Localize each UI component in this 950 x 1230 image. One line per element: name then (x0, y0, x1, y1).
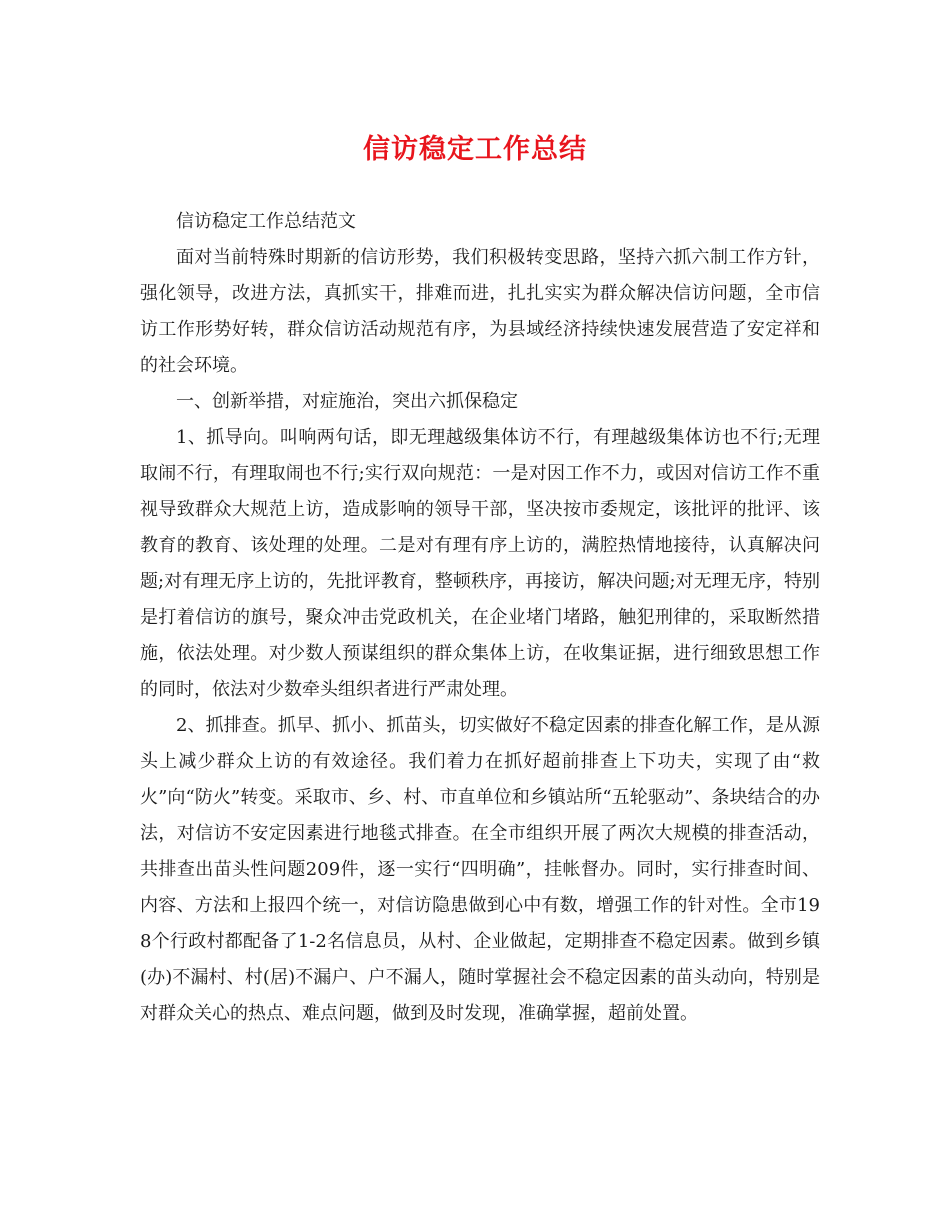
paragraph-guidance: 1、抓导向。叫响两句话，即无理越级集体访不行，有理越级集体访也不行;无理取闹不行，有理取闹也不行;实行双向规范：一是对因工作不力，或因对信访工作不重视导致群众大规范上访，造成影响的领导干部，坚决按市委规定，该批评的批评、该教育的教育、该处理的处理。二是对有理有序上访的，满腔热情地接待，认真解决问题;对有理无序上访的，先批评教育，整顿秩序，再接访，解决问题;对无理无序，特别是打着信访的旗号，聚众冲击党政机关，在企业堵门堵路，触犯刑律的，采取断然措施，依法处理。对少数人预谋组织的群众集体上访，在收集证据，进行细致思想工作的同时，依法对少数牵头组织者进行严肃处理。 (140, 427, 820, 700)
document-title: 信访稳定工作总结 (363, 134, 587, 165)
document-body (140, 204, 820, 1032)
paragraph-subtitle: 信访稳定工作总结范文 (176, 211, 356, 232)
paragraph-investigation: 2、抓排查。抓早、抓小、抓苗头，切实做好不稳定因素的排查化解工作，是从源头上减少群众上访的有效途径。我们着力在抓好超前排查上下功夫，实现了由“救火”向“防火”转变。采取市、乡、村、市直单位和乡镇站所“五轮驱动”、条块结合的办法，对信访不安定因素进行地毯式排查。在全市组织开展了两次大规模的排查活动，共排查出苗头性问题209件，逐一实行“四明确”，挂帐督办。同时，实行排查时间、内容、方法和上报四个统一，对信访隐患做到心中有数，增强工作的针对性。全市198个行政村都配备了1-2名信息员，从村、企业做起，定期排查不稳定因素。做到乡镇(办)不漏村、村(居)不漏户、户不漏人，随时掌握社会不稳定因素的苗头动向，特别是对群众关心的热点、难点问题，做到及时发现，准确掌握，超前处置。 (140, 715, 820, 1024)
section-heading: 一、创新举措，对症施治，突出六抓保稳定 (176, 391, 518, 412)
paragraph-intro: 面对当前特殊时期新的信访形势，我们积极转变思路，坚持六抓六制工作方针，强化领导，改进方法，真抓实干，排难而进，扎扎实实为群众解决信访问题，全市信访工作形势好转，群众信访活动规范有序，为县域经济持续快速发展营造了安定祥和的社会环境。 (140, 247, 820, 376)
